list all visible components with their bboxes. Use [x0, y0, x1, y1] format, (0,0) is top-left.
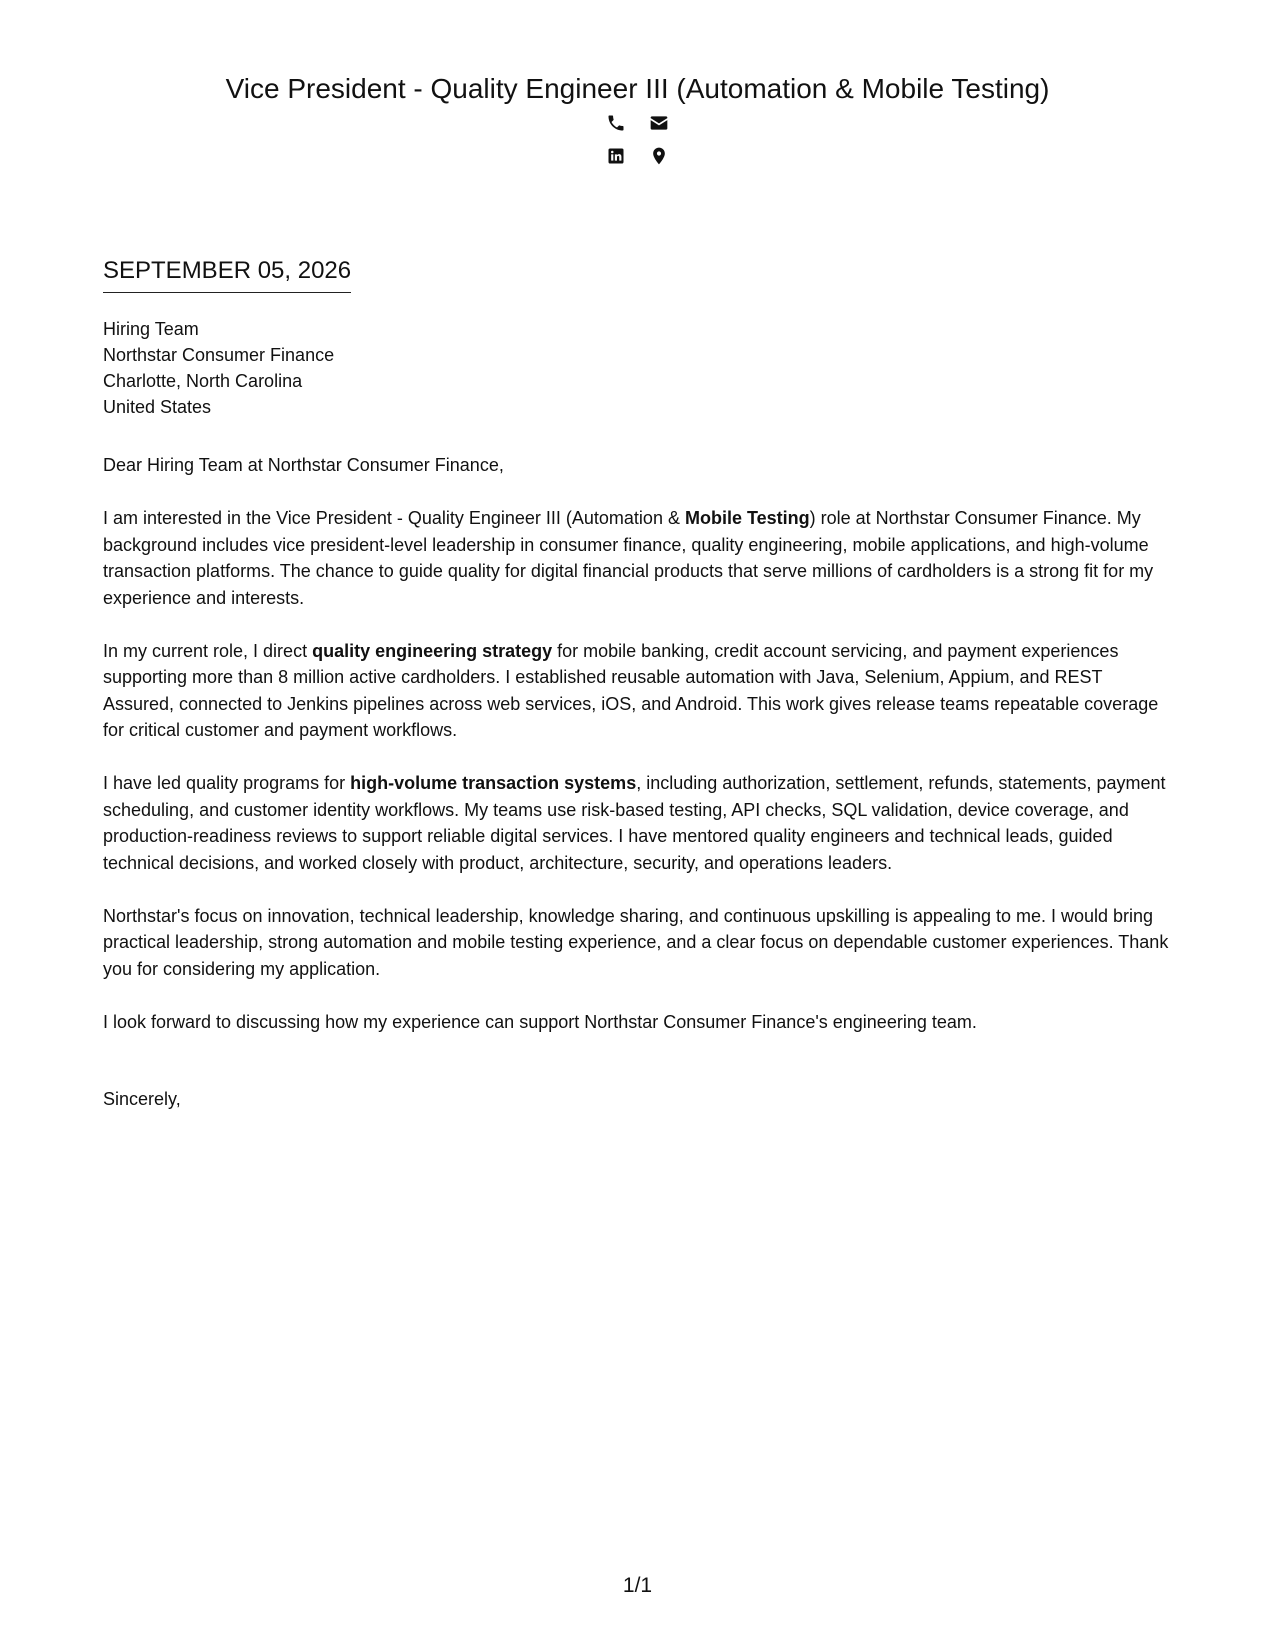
paragraph-1-bold: Mobile Testing [684, 508, 810, 528]
paragraph-1-text-a: I am interested in the Vice President - Quality Engineer III (Automation & [103, 508, 685, 528]
email-icon [649, 113, 669, 133]
recipient-address [103, 316, 334, 420]
paragraph-4: Northstar's focus on innovation, technical leadership, knowledge sharing, and continuous upskilling is appealing to me. I would bring practical leadership, strong automation and mobile testing experience, and a clear focus on dependable customer experiences. Thank you for considering my application. [103, 905, 1169, 979]
recipient-line-1: Hiring Team [103, 319, 199, 339]
paragraph-3-bold: high-volume transaction systems [350, 773, 637, 793]
document-title: Vice President - Quality Engineer III (Automation & Mobile Testing) [225, 73, 1050, 104]
letter-body [103, 452, 1173, 1062]
paragraph-1 [103, 505, 1173, 611]
recipient-line-4: United States [103, 397, 212, 417]
paragraph-2-text-a: In my current role, I direct [103, 640, 313, 661]
contact-row-1 [0, 113, 1275, 135]
paragraph-3 [103, 770, 1173, 876]
paragraph-2-bold: quality engineering strategy [312, 640, 553, 661]
contact-row-2 [0, 146, 1275, 168]
paragraph-3-text-a: I have led quality programs for [103, 773, 351, 793]
recipient-line-2: Northstar Consumer Finance [103, 345, 335, 365]
paragraph-2-text-c: for mobile banking, credit account servicing, and payment experiences supporting more than 8 million active cardholders. I established reusable automation with Java, Selenium, Appium, and REST Assured, connected to Jenkins pipelines across web services, iOS, and Android. This work gives release teams repeatable coverage for critical customer and payment workflows. [103, 640, 1159, 740]
page-number: 1/1 [622, 1574, 653, 1597]
linkedin-icon [606, 146, 626, 166]
paragraph-1-text-c: ) role at Northstar Consumer Finance. My background includes vice president-level leadership in consumer finance, quality engineering, mobile applications, and high-volume transaction platforms. The chance to guide quality for digital financial products that serve millions of cardholders is a strong fit for my experience and interests. [103, 508, 1154, 608]
location-icon [649, 146, 669, 166]
salutation: Dear Hiring Team at Northstar Consumer Finance, [103, 455, 504, 475]
paragraph-3-text-c: , including authorization, settlement, refunds, statements, payment scheduling, and customer identity workflows. My teams use risk-based testing, API checks, SQL validation, device coverage, and production-readiness reviews to support reliable digital services. I have mentored quality engineers and technical leads, guided technical decisions, and worked closely with product, architecture, security, and operations leaders. [103, 773, 1166, 873]
paragraph-2 [103, 638, 1173, 744]
recipient-line-3: Charlotte, North Carolina [103, 371, 303, 391]
phone-icon [606, 113, 626, 133]
closing: Sincerely, [103, 1089, 181, 1109]
paragraph-5: I look forward to discussing how my experience can support Northstar Consumer Finance's engineering team. [103, 1011, 977, 1032]
letter-date: SEPTEMBER 05, 2026 [103, 256, 351, 293]
